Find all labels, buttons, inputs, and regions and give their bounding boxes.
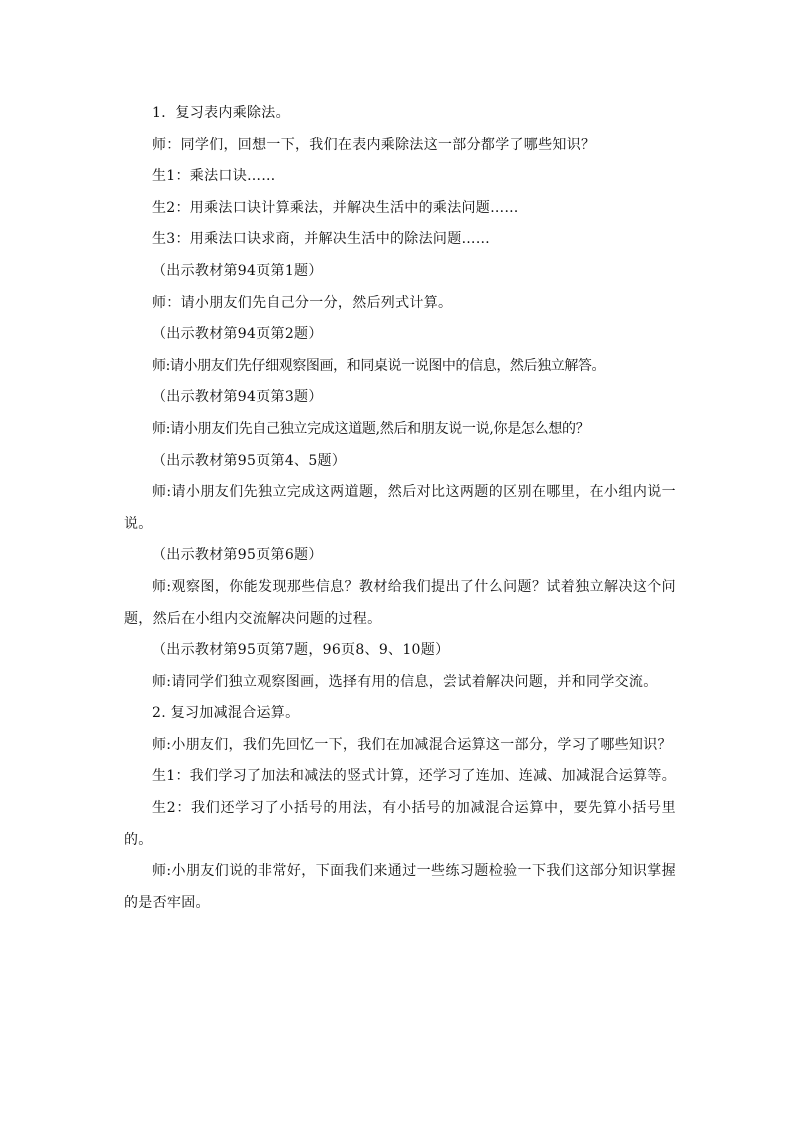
teacher-line: 师:请小朋友们先自己独立完成这道题,然后和朋友说一说,你是怎么想的？ [152, 420, 590, 437]
student-line: 生1：我们学习了加法和减法的竖式计算，还学习了连加、连减、加减混合运算等。 [152, 768, 677, 785]
teacher-line: 师：同学们，回想一下，我们在表内乘除法这一部分都学了哪些知识？ [152, 136, 596, 153]
textbook-reference: （出示教材第95页第7题，96页8、9、10题） [152, 642, 450, 659]
teacher-line: 师：请小朋友们先自己分一分，然后列式计算。 [152, 294, 453, 311]
textbook-reference: （出示教材第94页第1题） [152, 262, 323, 279]
teacher-line: 师:小朋友们，我们先回忆一下，我们在加减混合运算这一部分，学习了哪些知识？ [152, 736, 672, 753]
textbook-reference: （出示教材第94页第3题） [152, 389, 323, 406]
student-line: 生3：用乘法口诀求商，并解决生活中的除法问题…… [152, 231, 491, 248]
student-line: 生2：我们还学习了小括号的用法，有小括号的加减混合运算中，要先算小括号里的。 [124, 800, 676, 848]
teacher-line: 师:请小朋友们先仔细观察图画，和同桌说一说图中的信息，然后独立解答。 [152, 357, 606, 374]
teacher-line: 师:小朋友们说的非常好，下面我们来通过一些练习题检验一下我们这部分知识掌握的是否牢固。 [124, 863, 676, 911]
section-heading: 2. 复习加减混合运算。 [152, 705, 300, 722]
teacher-line: 师:观察图，你能发现那些信息？教材给我们提出了什么问题？试着独立解决这个问题，然后在小组内交流解决问题的过程。 [124, 578, 676, 627]
section-heading: 1．复习表内乘除法。 [152, 105, 290, 121]
textbook-reference: （出示教材第95页第4、5题） [152, 452, 347, 469]
teacher-line: 师:请同学们独立观察图画，选择有用的信息，尝试着解决问题，并和同学交流。 [152, 673, 658, 690]
student-line: 生2：用乘法口诀计算乘法，并解决生活中的乘法问题…… [152, 199, 519, 216]
textbook-reference: （出示教材第94页第2题） [152, 326, 323, 343]
student-line: 生1：乘法口诀…… [152, 168, 276, 185]
document-body [124, 98, 676, 919]
textbook-reference: （出示教材第95页第6题） [152, 547, 323, 564]
teacher-line: 师:请小朋友们先独立完成这两道题，然后对比这两题的区别在哪里，在小组内说一说。 [124, 484, 676, 532]
